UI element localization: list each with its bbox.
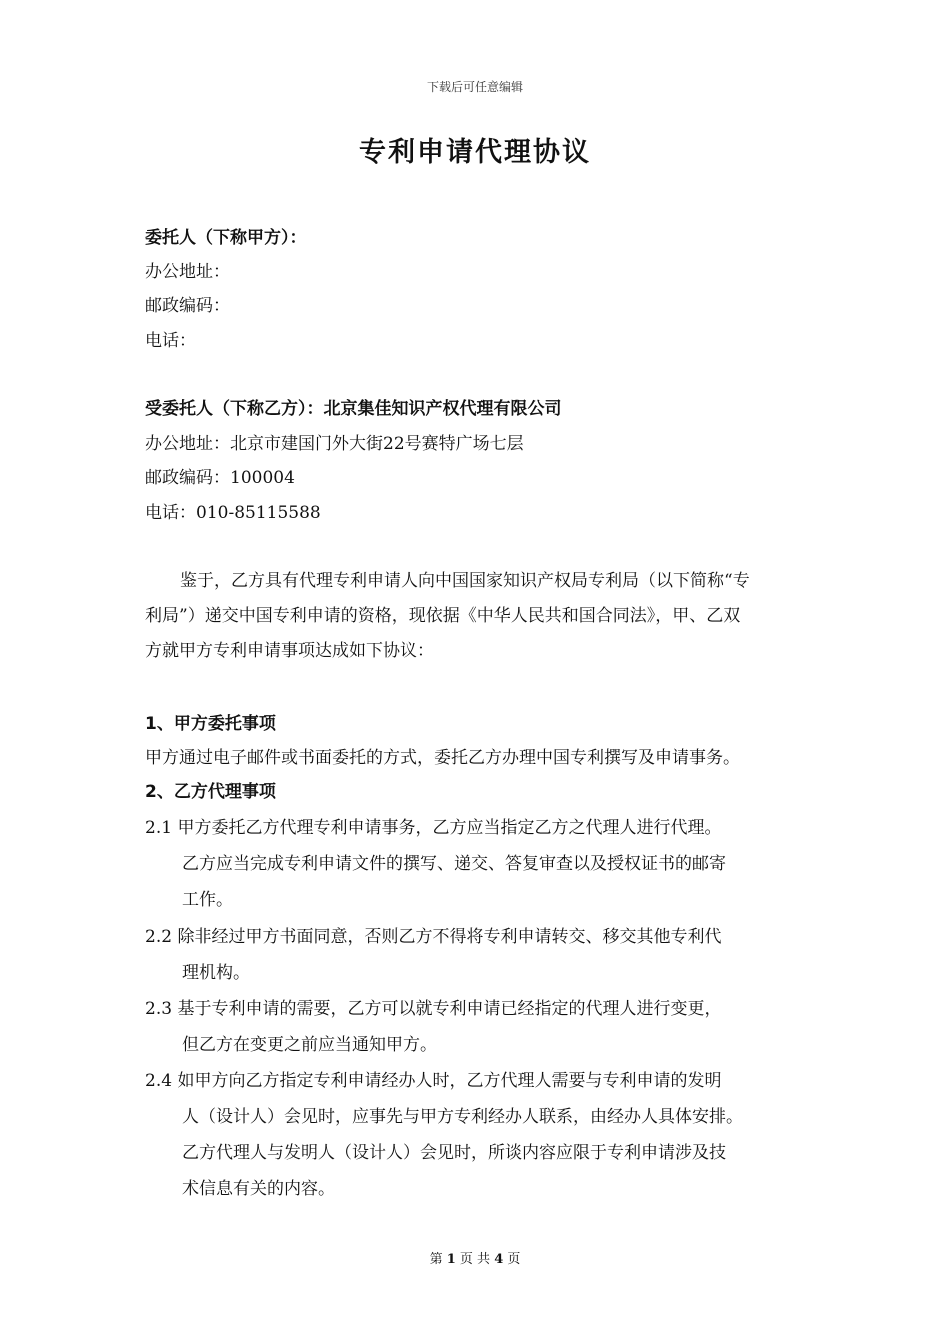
section-2-heading: 2、乙方代理事项 — [145, 782, 276, 802]
clause-2-1-line-2: 乙方应当完成专利申请文件的撰写、递交、答复审查以及授权证书的邮寄 — [182, 854, 726, 874]
clause-2-2-line-1: 2.2 除非经过甲方书面同意，否则乙方不得将专利申请转交、移交其他专利代 — [145, 927, 722, 947]
party-a-phone: 电话： — [145, 331, 196, 351]
footer-total-pages: 4 — [494, 1252, 504, 1267]
page-header: 下载后可任意编辑 — [426, 80, 523, 94]
party-b-heading: 受委托人（下称乙方）：北京集佳知识产权代理有限公司 — [145, 399, 562, 419]
clause-2-3-line-2: 但乙方在变更之前应当通知甲方。 — [182, 1035, 437, 1055]
party-b-phone: 电话：010-85115588 — [145, 503, 321, 523]
page-footer — [0, 1248, 950, 1267]
footer-prefix: 第 — [429, 1252, 443, 1267]
party-a-postcode: 邮政编码： — [145, 296, 230, 316]
clause-2-4-line-4: 术信息有关的内容。 — [182, 1179, 335, 1199]
clause-2-1-line-1: 2.1 甲方委托乙方代理专利申请事务，乙方应当指定乙方之代理人进行代理。 — [145, 818, 722, 838]
footer-suffix: 页 — [507, 1252, 521, 1267]
footer-middle: 页 共 — [459, 1252, 491, 1267]
clause-2-3-line-1: 2.3 基于专利申请的需要，乙方可以就专利申请已经指定的代理人进行变更， — [145, 999, 722, 1019]
party-b-address: 办公地址：北京市建国门外大街22号赛特广场七层 — [145, 434, 524, 454]
party-b-postcode: 邮政编码：100004 — [145, 468, 295, 488]
preamble-line-1: 鉴于，乙方具有代理专利申请人向中国国家知识产权局专利局（以下简称“专 — [180, 571, 750, 591]
party-a-heading: 委托人（下称甲方）： — [145, 228, 307, 248]
preamble-line-3: 方就甲方专利申请事项达成如下协议： — [145, 641, 434, 661]
party-a-address: 办公地址： — [145, 262, 230, 282]
clause-2-4-line-3: 乙方代理人与发明人（设计人）会见时，所谈内容应限于专利申请涉及技 — [182, 1143, 726, 1163]
footer-current-page: 1 — [446, 1252, 456, 1267]
section-1-body: 甲方通过电子邮件或书面委托的方式，委托乙方办理中国专利撰写及申请事务。 — [145, 748, 740, 768]
clause-2-2-line-2: 理机构。 — [182, 963, 250, 983]
clause-2-1-line-3: 工作。 — [182, 890, 233, 910]
clause-2-4-line-1: 2.4 如甲方向乙方指定专利申请经办人时，乙方代理人需要与专利申请的发明 — [145, 1071, 722, 1091]
document-title: 专利申请代理协议 — [359, 137, 591, 168]
preamble-line-2: 利局”）递交中国专利申请的资格，现依据《中华人民共和国合同法》，甲、乙双 — [145, 606, 741, 626]
clause-2-4-line-2: 人（设计人）会见时，应事先与甲方专利经办人联系，由经办人具体安排。 — [182, 1107, 743, 1127]
section-1-heading: 1、甲方委托事项 — [145, 714, 276, 734]
